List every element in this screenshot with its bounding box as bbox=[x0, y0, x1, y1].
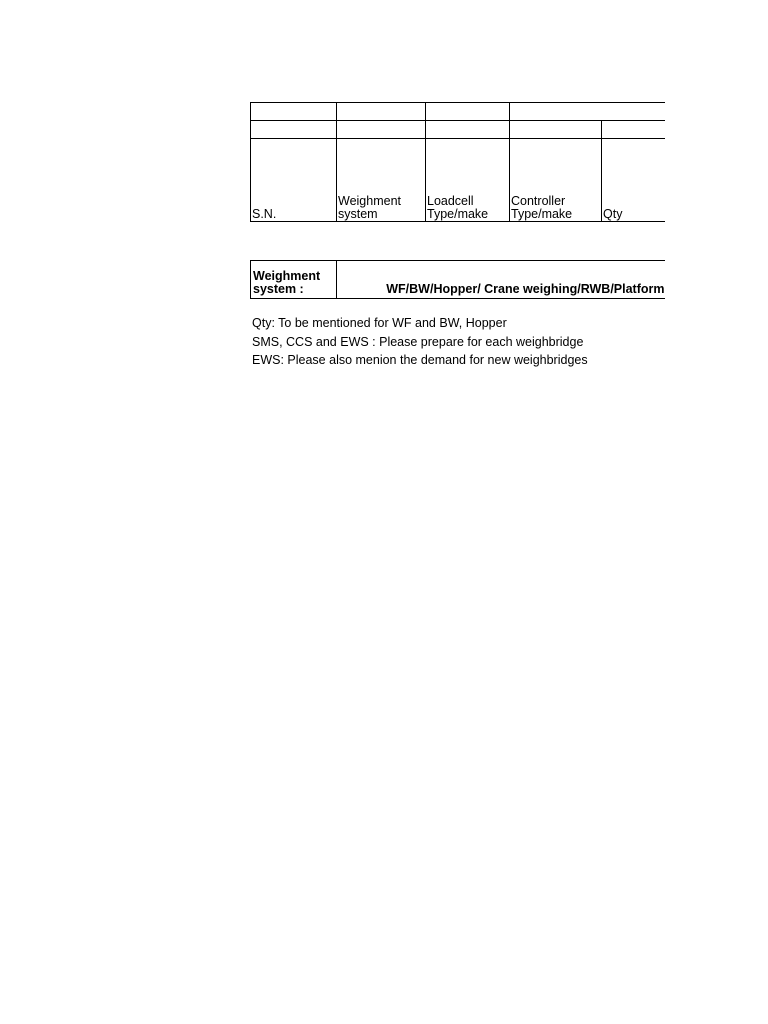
header-qty[interactable]: Qty bbox=[602, 139, 665, 222]
table-cell[interactable] bbox=[426, 121, 510, 139]
table-cell[interactable] bbox=[251, 103, 337, 121]
note-ews-demand[interactable]: EWS: Please also menion the demand for new weighbridges bbox=[252, 353, 588, 367]
notes-section bbox=[252, 314, 588, 370]
table-row bbox=[251, 261, 665, 299]
table-cell[interactable] bbox=[602, 121, 665, 139]
header-sn[interactable]: S.N. bbox=[251, 139, 337, 222]
weighment-system-value[interactable]: WF/BW/Hopper/ Crane weighing/RWB/Platform bbox=[337, 261, 665, 299]
note-qty[interactable]: Qty: To be mentioned for WF and BW, Hopper bbox=[252, 316, 507, 330]
table-cell[interactable] bbox=[510, 121, 602, 139]
header-controller[interactable]: Controller Type/make bbox=[510, 139, 602, 222]
header-weighment-system[interactable]: Weighment system bbox=[337, 139, 426, 222]
table-cell[interactable] bbox=[426, 103, 510, 121]
table-cell[interactable] bbox=[251, 121, 337, 139]
weighment-system-box bbox=[250, 260, 665, 299]
weighment-data-table bbox=[250, 102, 665, 222]
table-header-row bbox=[251, 139, 665, 222]
table-cell[interactable] bbox=[337, 103, 426, 121]
header-loadcell[interactable]: Loadcell Type/make bbox=[426, 139, 510, 222]
table-cell[interactable] bbox=[337, 121, 426, 139]
note-sms-ccs-ews[interactable]: SMS, CCS and EWS : Please prepare for each weighbridge bbox=[252, 334, 584, 349]
weighment-system-label[interactable]: Weighment system : bbox=[251, 261, 337, 299]
table-cell[interactable] bbox=[510, 103, 665, 121]
table-row bbox=[251, 103, 665, 121]
table-row bbox=[251, 121, 665, 139]
